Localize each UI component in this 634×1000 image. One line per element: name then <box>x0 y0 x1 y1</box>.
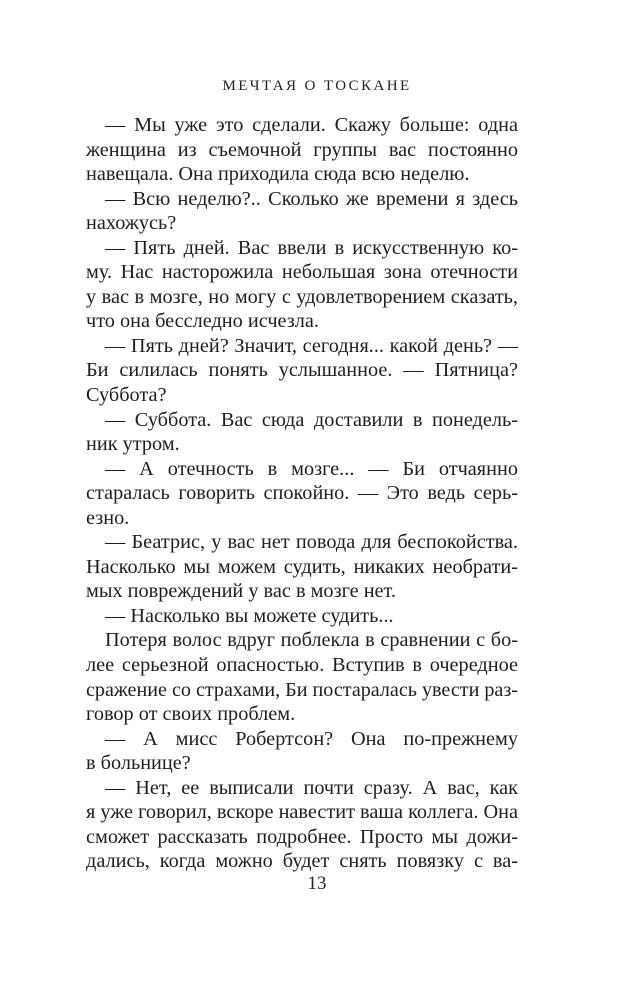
text-line: ник утром. <box>86 433 180 456</box>
text-line: в больнице? <box>86 752 191 775</box>
text-line: — Насколько вы можете судить... <box>105 604 394 627</box>
text-line: — А отечность в мозге... — Би отчаянно <box>105 457 518 480</box>
text-line: у вас в мозге, но могу с удовлетворением сказать, <box>86 285 518 308</box>
text-line: сможет рассказать подробнее. Просто мы дожи- <box>86 825 518 848</box>
text-line: — А мисс Робертсон? Она по-прежнему <box>105 727 518 750</box>
text-line: лее серьезной опасностью. Вступив в очередное <box>86 654 518 677</box>
text-line: — Суббота. Вас сюда доставили в понедель- <box>105 408 518 431</box>
text-line: сражение со страхами, Би постаралась увести раз- <box>86 678 518 701</box>
text-line: — Беатрис, у вас нет повода для беспокойства. <box>105 531 518 554</box>
text-line: Суббота? <box>86 384 167 407</box>
text-line: — Всю неделю?.. Сколько же времени я здесь <box>105 187 518 210</box>
text-line: — Мы уже это сделали. Скажу больше: одна <box>105 114 518 136</box>
text-line: — Нет, ее выписали почти сразу. А вас, как <box>105 776 518 799</box>
text-line: женщина из съемочной группы вас постоянно <box>86 138 518 161</box>
text-line: говор от своих проблем. <box>86 703 296 726</box>
text-line: нахожусь? <box>86 212 177 235</box>
text-line: езно. <box>86 506 130 529</box>
text-line: — Пять дней. Вас ввели в искусственную ко- <box>105 236 518 259</box>
text-line: дались, когда можно будет снять повязку с ва- <box>86 850 518 873</box>
text-line: Насколько мы можем судить, никаких необрати- <box>86 555 518 578</box>
text-line: что она бесследно исчезла. <box>86 310 319 333</box>
text-line: мых повреждений у вас в мозге нет. <box>86 580 396 603</box>
text-line: навещала. Она приходила сюда всю неделю. <box>86 163 470 186</box>
text-line: Би силилась понять услышанное. — Пятница? <box>86 359 518 382</box>
body-text <box>86 113 518 874</box>
text-line: старалась говорить спокойно. — Это ведь серь- <box>86 482 518 505</box>
running-head: МЕЧТАЯ О ТОСКАНЕ <box>222 78 412 94</box>
text-line: му. Нас насторожила небольшая зона отечности <box>86 261 518 284</box>
text-line: Потеря волос вдруг поблекла в сравнении с бо- <box>105 629 518 652</box>
page-number: 13 <box>307 873 327 894</box>
text-line: я уже говорил, вскоре навестит ваша коллега. Она <box>86 801 518 824</box>
text-line: — Пять дней? Значит, сегодня... какой день? — <box>105 334 518 357</box>
